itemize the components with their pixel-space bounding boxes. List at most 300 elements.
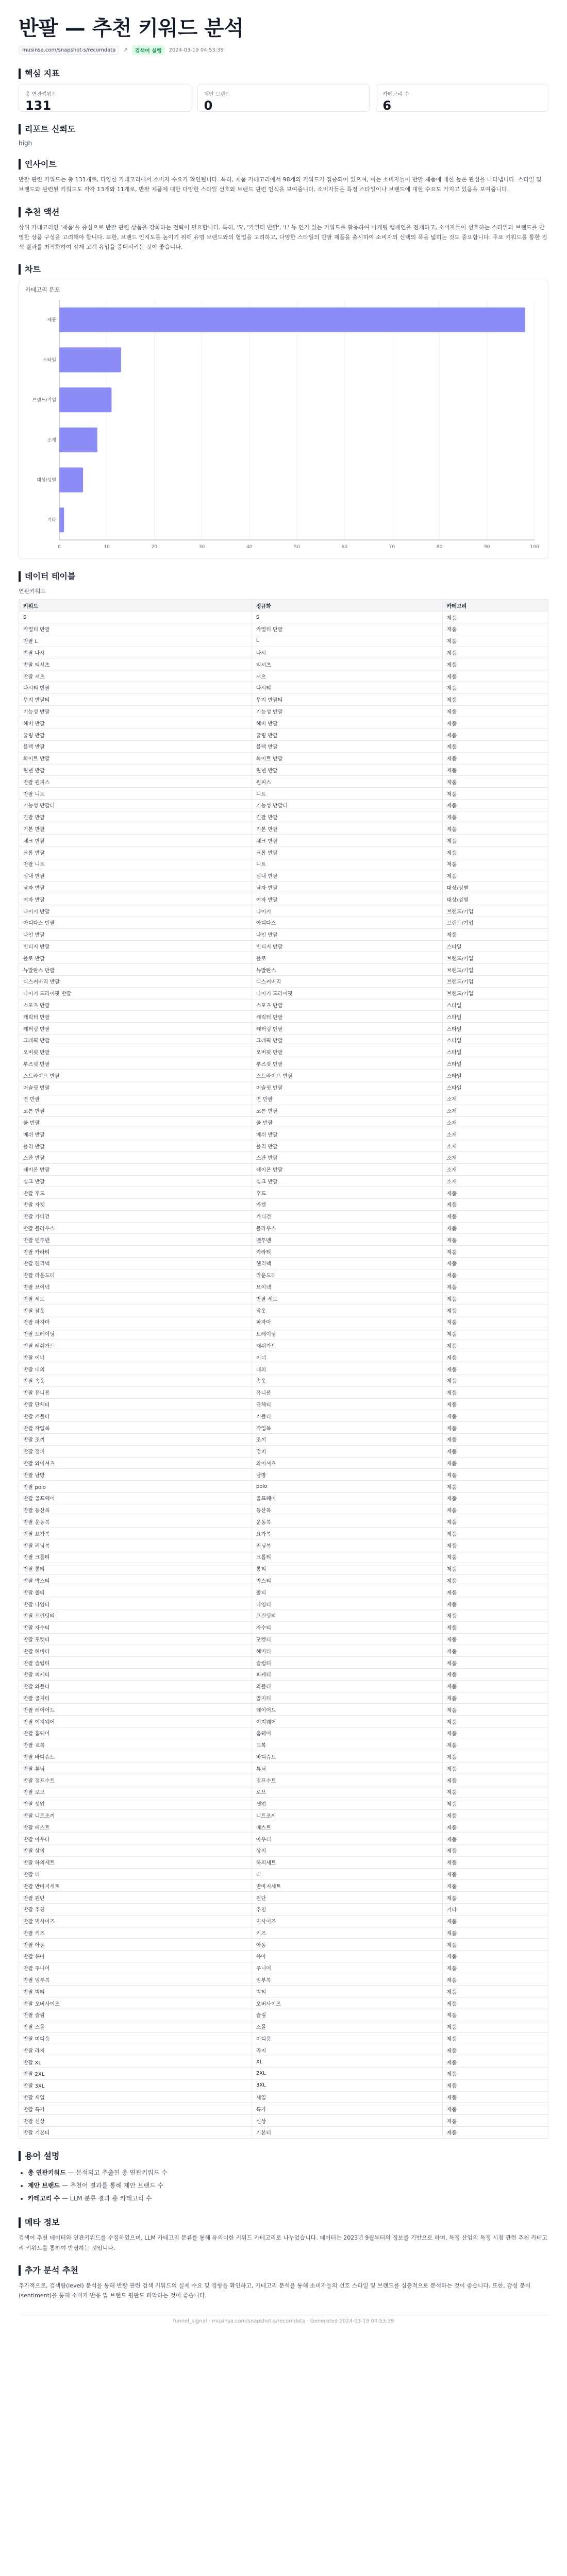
y-category-label: 대상/성별 [37, 478, 56, 483]
normalized-cell: 스포츠 반팔 [252, 999, 442, 1011]
keyword-cell: 반팔 아우터 [19, 1833, 252, 1845]
normalized-cell: 세일 [252, 2091, 442, 2103]
table-row [19, 717, 548, 729]
category-cell: 제품 [442, 1951, 548, 1962]
normalized-cell: 조끼 [252, 1434, 442, 1446]
normalized-cell: 점퍼 [252, 1445, 442, 1457]
category-cell: 제품 [442, 1762, 548, 1774]
table-row [19, 1915, 548, 1927]
category-cell: 스타일 [442, 1034, 548, 1046]
keyword-cell: 반팔 트레이닝 [19, 1328, 252, 1340]
normalized-cell: 실크 반팔 [252, 1175, 442, 1187]
category-cell: 제품 [442, 1739, 548, 1751]
glossary-term: 카테고리 수 [28, 2195, 60, 2202]
normalized-cell: 브이넥 [252, 1281, 442, 1293]
table-row [19, 1481, 548, 1493]
table-row [19, 1528, 548, 1539]
keyword-cell: 반팔 래쉬가드 [19, 1340, 252, 1351]
keyword-cell: 반팔 자켓 [19, 1199, 252, 1211]
kpi-value: 131 [25, 98, 52, 113]
table-row [19, 1809, 548, 1821]
keyword-cell: 아디다스 반팔 [19, 917, 252, 928]
normalized-cell: 니트조끼 [252, 1809, 442, 1821]
table-row [19, 1316, 548, 1328]
table-row [19, 2056, 548, 2068]
keyword-cell: 반팔 브이넥 [19, 1281, 252, 1293]
normalized-cell: 자켓 [252, 1199, 442, 1211]
category-cell: 제품 [442, 1398, 548, 1410]
normalized-cell: 폴로 [252, 952, 442, 964]
category-cell: 제품 [442, 705, 548, 717]
category-cell: 소재 [442, 1175, 548, 1187]
keyword-cell: S [19, 612, 252, 623]
keyword-cell: 쿨 반팔 [19, 1116, 252, 1128]
normalized-cell: 블라우스 [252, 1222, 442, 1234]
x-tick-label: 40 [246, 545, 253, 550]
category-cell: 스타일 [442, 1046, 548, 1058]
table-row [19, 647, 548, 658]
category-cell: 제품 [442, 2115, 548, 2127]
category-cell: 제품 [442, 2103, 548, 2115]
normalized-cell: 카열티 반팔 [252, 623, 442, 635]
table-row [19, 670, 548, 682]
normalized-cell: 피케티 [252, 1668, 442, 1680]
category-cell: 제품 [442, 1281, 548, 1293]
normalized-cell: 작업복 [252, 1422, 442, 1434]
category-cell: 제품 [442, 1328, 548, 1340]
category-cell: 소재 [442, 1163, 548, 1175]
keyword-cell: 기능성 반팔 [19, 705, 252, 717]
category-cell: 제품 [442, 752, 548, 764]
normalized-cell: 스판 반팔 [252, 1151, 442, 1163]
further-heading: 추가 분석 추천 [19, 2265, 548, 2276]
normalized-cell: 헤비티 [252, 1645, 442, 1657]
keyword-cell: 반팔 커플티 [19, 1410, 252, 1422]
link-icon: ↗ [123, 47, 128, 53]
table-subheading: 연관키워드 [19, 588, 46, 595]
category-cell: 제품 [442, 1469, 548, 1481]
category-bar-chart [25, 297, 542, 554]
keyword-cell: 반팔 니트조끼 [19, 1809, 252, 1821]
x-tick-label: 30 [198, 545, 205, 550]
keyword-cell: 반팔 요가복 [19, 1528, 252, 1539]
category-cell: 제품 [442, 1939, 548, 1951]
normalized-cell: 나이키 [252, 905, 442, 917]
keyword-cell: 반팔 빅티 [19, 1986, 252, 1997]
table-row [19, 975, 548, 987]
category-cell: 제품 [442, 1375, 548, 1387]
category-cell: 제품 [442, 846, 548, 858]
normalized-cell: 교복 [252, 1739, 442, 1751]
table-row [19, 2091, 548, 2103]
keyword-cell: 폴로 반팔 [19, 952, 252, 964]
normalized-cell: 특가 [252, 2103, 442, 2115]
keyword-cell: 반팔 이지웨어 [19, 1716, 252, 1727]
keyword-cell: 반팔 원단 [19, 1892, 252, 1904]
keyword-cell: 반팔 2XL [19, 2068, 252, 2080]
category-cell: 기타 [442, 1903, 548, 1915]
table-row [19, 741, 548, 753]
bar-제품 [59, 308, 525, 332]
normalized-cell: 롱티 [252, 1563, 442, 1574]
keyword-cell: 반팔 단체티 [19, 1398, 252, 1410]
normalized-cell: 나시 [252, 647, 442, 658]
table-row [19, 1880, 548, 1892]
x-tick-label: 0 [58, 545, 61, 550]
table-row [19, 682, 548, 694]
table-row [19, 1493, 548, 1504]
normalized-cell: 남방 [252, 1469, 442, 1481]
actions-section [19, 207, 548, 252]
normalized-cell: 기본티 [252, 2127, 442, 2139]
keyword-cell: 반팔 티셔츠 [19, 658, 252, 670]
normalized-cell: 기능성 반팔티 [252, 800, 442, 811]
table-row [19, 1386, 548, 1398]
kpi-value: 0 [204, 98, 213, 113]
keyword-cell: 반팔 와플티 [19, 1680, 252, 1692]
category-cell: 제품 [442, 811, 548, 823]
keyword-cell: 반팔 자수티 [19, 1621, 252, 1633]
table-row [19, 2127, 548, 2139]
normalized-cell: 요가복 [252, 1528, 442, 1539]
category-cell: 제품 [442, 1986, 548, 1997]
table-row [19, 1175, 548, 1187]
normalized-cell: 화이트 반팔 [252, 752, 442, 764]
normalized-cell: 스몰 [252, 2021, 442, 2032]
category-cell: 제품 [442, 1422, 548, 1434]
table-row [19, 1621, 548, 1633]
normalized-cell: 이지웨어 [252, 1716, 442, 1727]
normalized-cell: 면 반팔 [252, 1093, 442, 1105]
table-row [19, 1058, 548, 1070]
table-row [19, 1046, 548, 1058]
keyword-cell: 크롭 반팔 [19, 846, 252, 858]
table-header-row [19, 600, 548, 612]
table-section [19, 571, 548, 2139]
keyword-cell: 반팔 롱티 [19, 1563, 252, 1574]
keyword-cell: 반팔 교복 [19, 1739, 252, 1751]
table-row [19, 1210, 548, 1222]
category-cell: 제품 [442, 612, 548, 623]
normalized-cell: 골지티 [252, 1692, 442, 1704]
table-row [19, 823, 548, 835]
insight-heading: 인사이트 [19, 159, 548, 170]
category-cell: 브랜드/기업 [442, 975, 548, 987]
kpi-label: 제안 브랜드 [204, 92, 231, 97]
table-row [19, 1434, 548, 1446]
table-row [19, 800, 548, 811]
keyword-cell: 실내 반팔 [19, 870, 252, 882]
category-cell: 제품 [442, 2021, 548, 2032]
reliability-value: high [19, 140, 32, 147]
normalized-cell: 빅사이즈 [252, 1915, 442, 1927]
category-cell: 제품 [442, 2091, 548, 2103]
category-cell: 스타일 [442, 940, 548, 952]
category-cell: 스타일 [442, 1058, 548, 1070]
table-row [19, 2068, 548, 2080]
category-cell: 제품 [442, 1493, 548, 1504]
keyword-cell: 스트라이프 반팔 [19, 1070, 252, 1081]
footer: funnel_signal · musinsa.com/snapshot-s/recomdata · Generated 2024-03-19 04:53:39 [19, 2313, 548, 2324]
normalized-cell: 로브 [252, 1786, 442, 1798]
category-cell: 제품 [442, 693, 548, 705]
normalized-cell: 반팔 세트 [252, 1293, 442, 1304]
column-header[interactable]: 카테고리 [442, 600, 548, 612]
table-row [19, 1340, 548, 1351]
table-row [19, 987, 548, 999]
category-cell: 제품 [442, 1716, 548, 1727]
further-text: 추가적으로, 검색량(level) 분석을 통해 반팔 관련 검색 키워드의 실제 수요 및 경향을 확인하고, 카테고리 분석을 통해 소비자들의 선호 스타일 및 브랜드를 심층적으로 분석하는 것이 좋습니다. 또한, 감성 분석(sentiment)을 통해 소비자 반응 및 브랜드 평판도 파악하는 것이 좋습니다. [19, 2282, 531, 2299]
normalized-cell: 라운드티 [252, 1269, 442, 1281]
keyword-cell: 반팔 카라티 [19, 1246, 252, 1258]
normalized-cell: 유니폼 [252, 1386, 442, 1398]
category-cell: 소재 [442, 1151, 548, 1163]
kpi-card-brands [197, 84, 370, 112]
category-cell: 제품 [442, 1880, 548, 1892]
category-cell: 제품 [442, 1539, 548, 1551]
table-row [19, 1504, 548, 1516]
glossary-item [28, 2166, 548, 2179]
category-cell: 제품 [442, 1609, 548, 1621]
table-row [19, 882, 548, 893]
keyword-cell: 쿨링 반팔 [19, 729, 252, 741]
table-row [19, 1739, 548, 1751]
normalized-cell: 아동 [252, 1939, 442, 1951]
table-row [19, 1903, 548, 1915]
category-cell: 제품 [442, 729, 548, 741]
meta-section [19, 2217, 548, 2253]
table-row [19, 776, 548, 788]
table-row [19, 917, 548, 928]
keyword-cell: 반팔 레이어드 [19, 1704, 252, 1716]
table-row [19, 905, 548, 917]
table-row [19, 1974, 548, 1986]
normalized-cell: 머슬핏 반팔 [252, 1081, 442, 1093]
keyword-cell: 반팔 라운드티 [19, 1269, 252, 1281]
table-row [19, 1128, 548, 1140]
insight-section [19, 159, 548, 195]
keyword-cell: 화이트 반팔 [19, 752, 252, 764]
keyword-cell: 린넨 반팔 [19, 764, 252, 776]
category-cell: 제품 [442, 1680, 548, 1692]
kpi-label: 총 연관키워드 [25, 92, 57, 97]
keyword-cell: 무지 반팔티 [19, 693, 252, 705]
table-row [19, 752, 548, 764]
keyword-cell: 반팔 작업복 [19, 1422, 252, 1434]
category-cell: 스타일 [442, 1023, 548, 1035]
table-row [19, 1363, 548, 1375]
table-row [19, 635, 548, 647]
normalized-cell: 체크 반팔 [252, 835, 442, 846]
keyword-cell: 루즈핏 반팔 [19, 1058, 252, 1070]
keyword-cell: 반팔 블라우스 [19, 1222, 252, 1234]
category-cell: 제품 [442, 776, 548, 788]
chart-heading: 차트 [19, 264, 548, 275]
table-row [19, 940, 548, 952]
normalized-cell: 등산복 [252, 1504, 442, 1516]
category-cell: 제품 [442, 1704, 548, 1716]
category-cell: 제품 [442, 2044, 548, 2056]
normalized-cell: 3XL [252, 2079, 442, 2091]
category-cell: 제품 [442, 623, 548, 635]
keyword-cell: 반팔 내의 [19, 1363, 252, 1375]
category-cell: 제품 [442, 658, 548, 670]
table-row [19, 893, 548, 905]
category-cell: 제품 [442, 1293, 548, 1304]
table-row [19, 811, 548, 823]
category-cell: 제품 [442, 1927, 548, 1939]
table-row [19, 2044, 548, 2056]
keyword-cell: 긴팔 반팔 [19, 811, 252, 823]
category-cell: 제품 [442, 1563, 548, 1574]
keyword-cell: 반팔 하의세트 [19, 1856, 252, 1868]
normalized-cell: 아우터 [252, 1833, 442, 1845]
table-row [19, 1574, 548, 1586]
category-cell: 제품 [442, 1410, 548, 1422]
normalized-cell: 튜닉 [252, 1762, 442, 1774]
keyword-cell: 실크 반팔 [19, 1175, 252, 1187]
table-row [19, 1927, 548, 1939]
category-cell: 제품 [442, 1692, 548, 1704]
chart-box [19, 280, 548, 559]
keyword-cell: 나인 반팔 [19, 928, 252, 940]
table-row [19, 1269, 548, 1281]
keyword-cell: 나시티 반팔 [19, 682, 252, 694]
normalized-cell: 티 [252, 1868, 442, 1880]
category-cell: 제품 [442, 1798, 548, 1809]
keyword-cell: 반팔 세트 [19, 1293, 252, 1304]
keyword-cell: 코튼 반팔 [19, 1105, 252, 1116]
glossary-term: 총 연관키워드 [28, 2168, 66, 2176]
category-cell: 제품 [442, 835, 548, 846]
category-cell: 제품 [442, 1657, 548, 1669]
keyword-cell: 반팔 반바지세트 [19, 1880, 252, 1892]
source-chip[interactable]: musinsa.com/snapshot-s/recomdata [19, 46, 119, 55]
normalized-cell: 레이온 반팔 [252, 1163, 442, 1175]
column-header[interactable]: 정규화 [252, 600, 442, 612]
category-cell: 제품 [442, 1210, 548, 1222]
category-cell: 소재 [442, 1140, 548, 1152]
normalized-cell: 자수티 [252, 1621, 442, 1633]
normalized-cell: 셔츠 [252, 670, 442, 682]
keyword-cell: 반팔 3XL [19, 2079, 252, 2091]
glossary-list [19, 2166, 548, 2206]
meta-text: 검색어 추천 데이터와 연관키워드를 수집하였으며, LLM 카테고리 분류를 통해 유의미한 키워드 카테고리로 나누었습니다. 데이터는 2023년 9월부터의 정보를 기반으로 하며, 특정 산업의 특정 시점 관련 추천 카테고리 키워드를 통하여 반영하는 것입니다. [19, 2234, 547, 2251]
normalized-cell: 나시티 [252, 682, 442, 694]
table-row [19, 1563, 548, 1574]
category-cell: 제품 [442, 1445, 548, 1457]
keyword-cell: 반팔 라지 [19, 2044, 252, 2056]
keyword-cell: 반팔 홈웨어 [19, 1727, 252, 1739]
table-row [19, 1351, 548, 1363]
keyword-cell: 오버핏 반팔 [19, 1046, 252, 1058]
normalized-cell: 헤비 반팔 [252, 717, 442, 729]
y-category-label: 스타일 [42, 358, 56, 363]
table-row [19, 1844, 548, 1856]
category-cell: 제품 [442, 2056, 548, 2068]
normalized-cell: 슬림 [252, 2009, 442, 2021]
keyword-cell: 기본 반팔 [19, 823, 252, 835]
normalized-cell: 빅티 [252, 1986, 442, 1997]
keyword-cell: 반팔 헨리넥 [19, 1258, 252, 1269]
keyword-cell: 반팔 속옷 [19, 1375, 252, 1387]
normalized-cell: 가디건 [252, 1210, 442, 1222]
page-title: 반팔 — 추천 키워드 분석 [19, 16, 244, 40]
table-row [19, 870, 548, 882]
table-row [19, 999, 548, 1011]
column-header[interactable]: 키워드 [19, 600, 252, 612]
bar-기타 [59, 507, 64, 532]
normalized-cell: 블랙 반팔 [252, 741, 442, 753]
category-cell: 제품 [442, 1915, 548, 1927]
keyword-cell: 반팔 주니어 [19, 1962, 252, 1974]
table-row [19, 1774, 548, 1786]
keyword-cell: 메쉬 반팔 [19, 1128, 252, 1140]
category-cell: 제품 [442, 1774, 548, 1786]
table-row [19, 1081, 548, 1093]
keyword-cell: 여자 반팔 [19, 893, 252, 905]
category-cell: 제품 [442, 1598, 548, 1610]
table-row [19, 1821, 548, 1833]
normalized-cell: 린넨 반팔 [252, 764, 442, 776]
table-row [19, 1657, 548, 1669]
category-cell: 소재 [442, 1105, 548, 1116]
keyword-cell: 디스커버리 반팔 [19, 975, 252, 987]
table-row [19, 1704, 548, 1716]
table-row [19, 1609, 548, 1621]
keyword-cell: 레터링 반팔 [19, 1023, 252, 1035]
normalized-cell: 키즈 [252, 1927, 442, 1939]
category-cell: 제품 [442, 928, 548, 940]
table-row [19, 964, 548, 976]
keyword-cell: 반팔 신상 [19, 2115, 252, 2127]
keyword-table [19, 599, 548, 2139]
keyword-cell: 반팔 쫄티 [19, 1586, 252, 1598]
normalized-cell: 슬럽티 [252, 1657, 442, 1669]
table-row [19, 1892, 548, 1904]
keyword-cell: 헤비 반팔 [19, 717, 252, 729]
keyword-cell: 반팔 임부복 [19, 1974, 252, 1986]
keyword-cell: 나이키 반팔 [19, 905, 252, 917]
normalized-cell: 잠옷 [252, 1304, 442, 1316]
table-row [19, 1034, 548, 1046]
keyword-cell: 나이키 드라이핏 반팔 [19, 987, 252, 999]
table-row [19, 1398, 548, 1410]
category-cell: 제품 [442, 1269, 548, 1281]
normalized-cell: 후드 [252, 1187, 442, 1199]
category-cell: 제품 [442, 1727, 548, 1739]
keyword-cell: 반팔 아동 [19, 1939, 252, 1951]
table-row [19, 612, 548, 623]
keyword-cell: 반팔 니트 [19, 788, 252, 800]
glossary-item [28, 2192, 548, 2205]
category-cell: 스타일 [442, 999, 548, 1011]
normalized-cell: 프린팅티 [252, 1609, 442, 1621]
keyword-cell: 카열티 반팔 [19, 623, 252, 635]
table-row [19, 1962, 548, 1974]
y-category-label: 제품 [47, 318, 56, 324]
table-row [19, 1093, 548, 1105]
category-cell: 제품 [442, 1786, 548, 1798]
kpi-value: 6 [382, 98, 392, 113]
table-row [19, 705, 548, 717]
keyword-cell: 면 반팔 [19, 1093, 252, 1105]
normalized-cell: 포켓티 [252, 1633, 442, 1645]
category-cell: 브랜드/기업 [442, 964, 548, 976]
keyword-cell: 반팔 L [19, 635, 252, 647]
normalized-cell: 운동복 [252, 1516, 442, 1528]
normalized-cell: 스트라이프 반팔 [252, 1070, 442, 1081]
